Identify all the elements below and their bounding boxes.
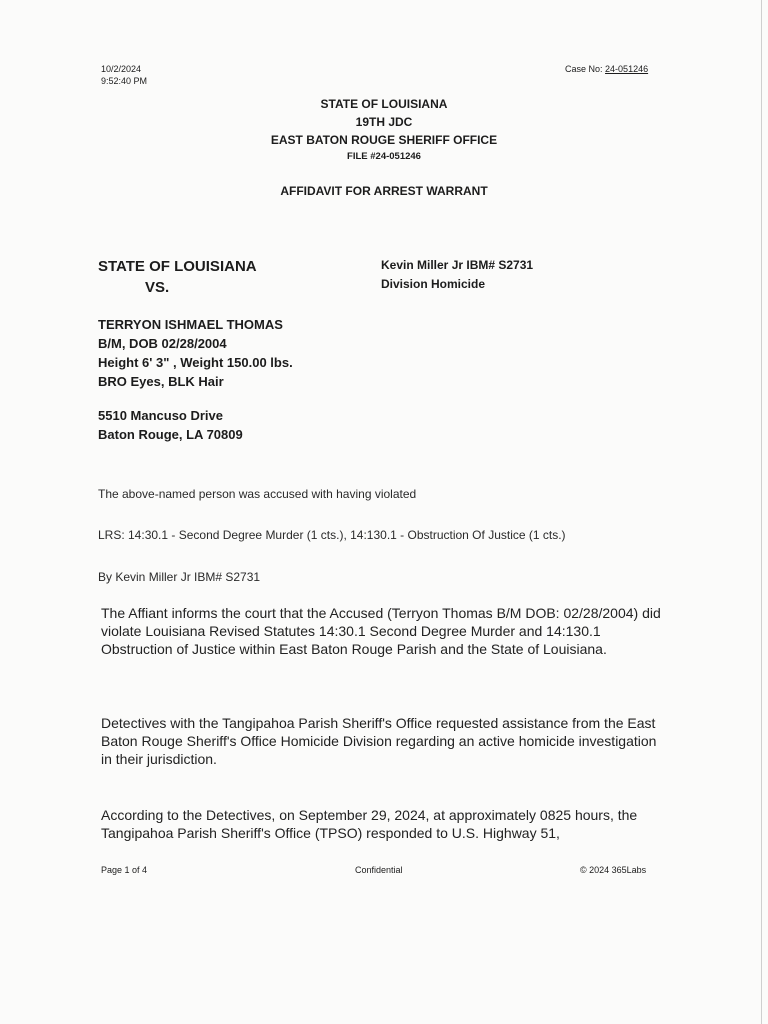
address-line-1: 5510 Mancuso Drive <box>98 408 224 423</box>
charges-line: LRS: 14:30.1 - Second Degree Murder (1 cts.), 14:130.1 - Obstruction Of Justice (1 cts.) <box>98 528 566 542</box>
paragraph-assistance: Detectives with the Tangipahoa Parish Sheriff's Office requested assistance from the East Baton Rouge Sheriff's Office Homicide Division regarding an active homicide investigation in their jurisdiction. <box>101 715 657 767</box>
officer-division: Division Homicide <box>381 277 486 291</box>
file-number: FILE #24-051246 <box>347 151 421 162</box>
case-label: Case No: <box>565 64 603 74</box>
address-line-2: Baton Rouge, LA 70809 <box>98 427 243 442</box>
court-office: EAST BATON ROUGE SHERIFF OFFICE <box>270 133 498 147</box>
affiant-by-line: By Kevin Miller Jr IBM# S2731 <box>98 570 261 584</box>
accused-height-weight: Height 6' 3" , Weight 150.00 lbs. <box>98 355 293 370</box>
case-number: 24-051246 <box>605 64 649 74</box>
officer-name: Kevin Miller Jr IBM# S2731 <box>381 258 534 272</box>
accused-statement: The above-named person was accused with having violated <box>98 487 417 501</box>
copyright-notice: © 2024 365Labs <box>580 865 647 875</box>
print-date: 10/2/2024 <box>101 64 142 74</box>
case-number-block <box>565 63 648 75</box>
plaintiff-name: STATE OF LOUISIANA <box>98 258 257 275</box>
confidential-label: Confidential <box>355 865 403 875</box>
paragraph-narrative: According to the Detectives, on September 29, 2024, at approximately 0825 hours, the Tangipahoa Parish Sheriff's Office (TPSO) responded to U.S. Highway 51, <box>101 807 638 841</box>
print-time: 9:52:40 PM <box>101 76 148 86</box>
accused-eyes-hair: BRO Eyes, BLK Hair <box>98 374 224 389</box>
accused-info <box>98 315 293 391</box>
accused-race-dob: B/M, DOB 02/28/2004 <box>98 336 227 351</box>
accused-address <box>98 406 243 444</box>
accused-name: TERRYON ISHMAEL THOMAS <box>98 317 283 332</box>
court-district: 19TH JDC <box>355 115 413 129</box>
court-state: STATE OF LOUISIANA <box>320 97 448 111</box>
officer-block <box>381 256 533 294</box>
document-title: AFFIDAVIT FOR ARREST WARRANT <box>280 184 488 198</box>
paragraph-violation: The Affiant informs the court that the Accused (Terryon Thomas B/M DOB: 02/28/2004) did violate Louisiana Revised Statutes 14:30.1 Second Degree Murder and 14:130.1 Obstruction of Justice within East Baton Rouge Parish and the State of Louisiana. <box>101 605 661 657</box>
page-number: Page 1 of 4 <box>101 865 148 875</box>
versus-label: VS. <box>145 279 170 296</box>
